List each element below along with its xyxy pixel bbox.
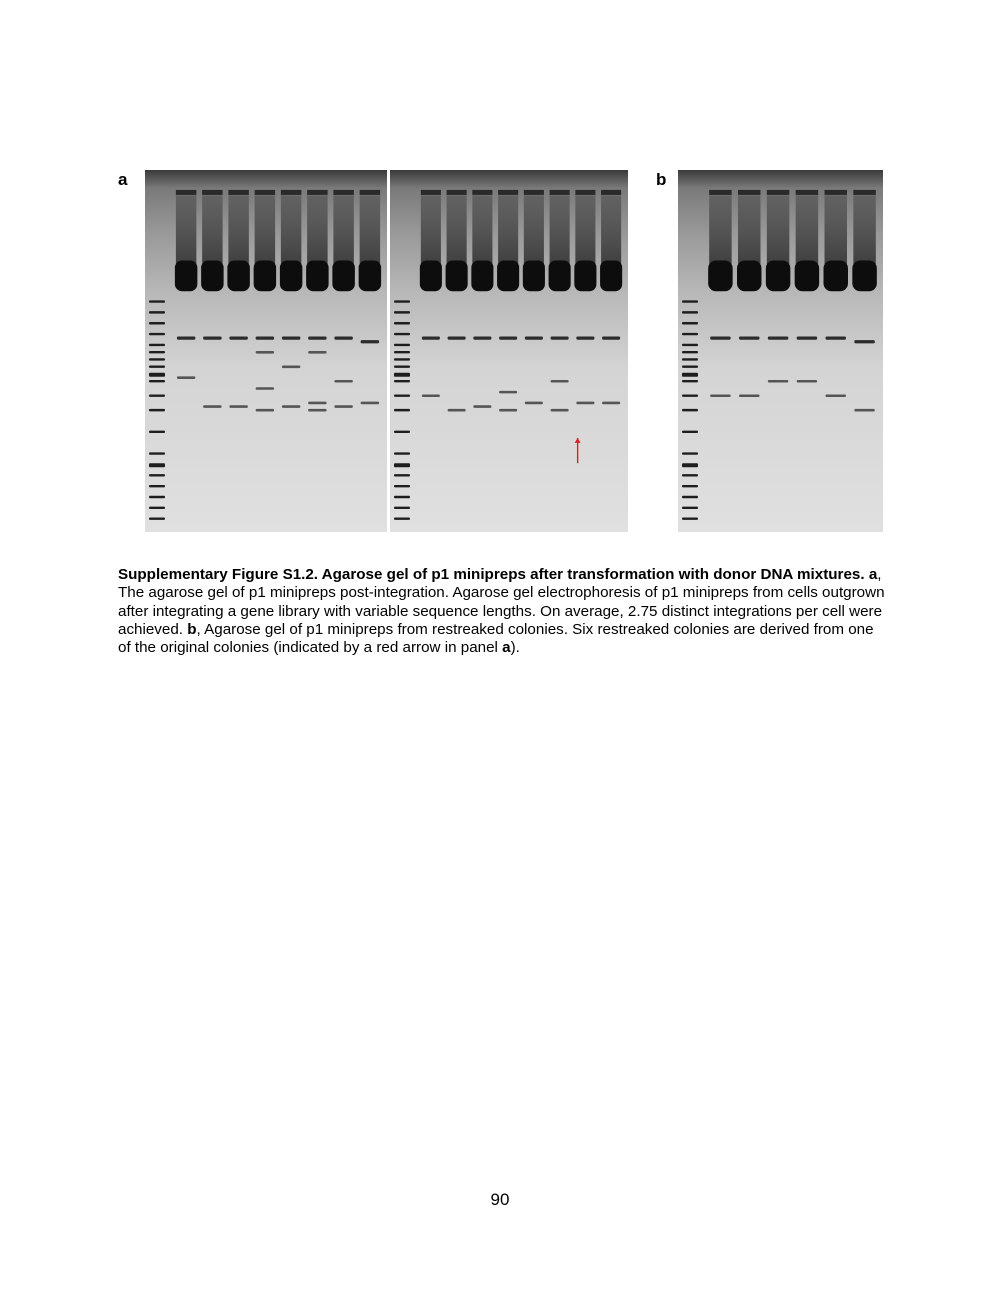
dna-band <box>768 337 788 340</box>
ladder-band <box>149 358 165 360</box>
ladder-band <box>394 380 410 382</box>
dna-band <box>473 405 491 408</box>
dna-band <box>551 409 569 412</box>
ladder-band <box>149 463 165 467</box>
dna-band <box>177 337 195 340</box>
caption-b-label: b <box>187 620 197 638</box>
plasmid-band <box>254 261 276 292</box>
gel-well <box>738 190 760 195</box>
dna-band <box>710 337 730 340</box>
ladder-band <box>394 373 410 377</box>
figure-caption <box>118 566 888 657</box>
gel-well <box>281 190 301 195</box>
dna-band <box>203 405 221 408</box>
caption-text-a: , The agarose gel of p1 minipreps post-integration. Agarose gel electrophoresis of p1 minipreps from cells outgrown after integrating a gene library with variable sequence lengths. On average, 2.75 distinct integrations per cell were achieved. <box>118 566 885 638</box>
lane-smear <box>447 195 467 264</box>
ladder-band <box>682 452 698 454</box>
ladder-band <box>394 409 410 411</box>
gel-well <box>709 190 731 195</box>
dna-band <box>308 402 326 405</box>
plasmid-band <box>227 261 249 292</box>
ladder-band <box>149 365 165 367</box>
dna-band <box>499 409 517 412</box>
lane-smear <box>472 195 492 264</box>
ladder-band <box>394 474 410 476</box>
gel-well <box>472 190 492 195</box>
gel-well <box>447 190 467 195</box>
dna-band <box>361 402 379 405</box>
gel-well <box>498 190 518 195</box>
dna-band <box>229 405 247 408</box>
ladder-band <box>682 333 698 335</box>
dna-band <box>739 337 759 340</box>
dna-band <box>334 405 352 408</box>
ladder-band <box>682 373 698 377</box>
dna-band <box>826 394 846 397</box>
dna-band <box>308 337 326 340</box>
lane-smear <box>176 195 196 264</box>
gel-well <box>601 190 621 195</box>
caption-end: ). <box>510 639 520 657</box>
dna-band <box>448 337 466 340</box>
ladder-band <box>149 431 165 433</box>
lane-smear <box>738 195 760 264</box>
plasmid-band <box>497 261 519 292</box>
dna-band <box>308 409 326 412</box>
dna-band <box>256 351 274 354</box>
lane-smear <box>421 195 441 264</box>
lane-smear <box>524 195 544 264</box>
ladder-band <box>149 333 165 335</box>
ladder-band <box>149 452 165 454</box>
gel-image-a-right <box>390 170 628 532</box>
lane-smear <box>498 195 518 264</box>
plasmid-band <box>201 261 223 292</box>
lane-smear <box>853 195 875 264</box>
lane-smear <box>550 195 570 264</box>
ladder-band <box>394 300 410 302</box>
ladder-band <box>394 507 410 509</box>
dna-band <box>525 402 543 405</box>
lane-smear <box>255 195 275 264</box>
gel-image-b <box>678 170 883 532</box>
plasmid-band <box>708 261 732 292</box>
dna-band <box>334 337 352 340</box>
ladder-band <box>682 365 698 367</box>
gel-well <box>307 190 327 195</box>
plasmid-band <box>280 261 302 292</box>
lane-smear <box>825 195 847 264</box>
dna-band <box>282 365 300 368</box>
plasmid-band <box>359 261 381 292</box>
dna-band <box>177 376 195 379</box>
gel-well <box>255 190 275 195</box>
ladder-band <box>682 431 698 433</box>
dna-band <box>854 409 874 412</box>
lane-smear <box>709 195 731 264</box>
dna-band <box>576 402 594 405</box>
ladder-band <box>682 344 698 346</box>
dna-band <box>797 380 817 383</box>
ladder-band <box>394 394 410 396</box>
ladder-band <box>394 452 410 454</box>
caption-a-label: a <box>868 566 878 583</box>
panel-b-label: b <box>656 170 667 189</box>
ladder-band <box>149 518 165 520</box>
ladder-band <box>149 344 165 346</box>
ladder-band <box>394 463 410 467</box>
gel-well <box>853 190 875 195</box>
ladder-band <box>682 463 698 467</box>
gel-well <box>176 190 196 195</box>
lane-smear <box>307 195 327 264</box>
lane-smear <box>228 195 248 264</box>
ladder-band <box>149 394 165 396</box>
ladder-band <box>394 431 410 433</box>
lane-smear <box>281 195 301 264</box>
ladder-band <box>394 322 410 324</box>
ladder-band <box>394 358 410 360</box>
ladder-band <box>149 409 165 411</box>
gel-well <box>575 190 595 195</box>
plasmid-band <box>795 261 819 292</box>
plasmid-band <box>332 261 354 292</box>
dna-band <box>551 337 569 340</box>
dna-band <box>768 380 788 383</box>
lane-smear <box>796 195 818 264</box>
dna-band <box>422 337 440 340</box>
ladder-band <box>149 322 165 324</box>
ladder-band <box>149 474 165 476</box>
plasmid-band <box>824 261 848 292</box>
dna-band <box>282 405 300 408</box>
lane-smear <box>767 195 789 264</box>
dna-band <box>602 337 620 340</box>
plasmid-band <box>852 261 876 292</box>
ladder-band <box>149 351 165 353</box>
dna-band <box>361 340 379 343</box>
ladder-band <box>682 380 698 382</box>
dna-band <box>256 337 274 340</box>
ladder-band <box>682 485 698 487</box>
page-number: 90 <box>490 1190 510 1209</box>
lane-smear <box>601 195 621 264</box>
ladder-band <box>394 311 410 313</box>
lane-smear <box>360 195 380 264</box>
dna-band <box>334 380 352 383</box>
caption-a-label-2: a <box>502 639 511 657</box>
ladder-band <box>149 485 165 487</box>
ladder-band <box>682 474 698 476</box>
panel-a-label: a <box>118 170 128 189</box>
ladder-band <box>682 358 698 360</box>
ladder-band <box>149 373 165 377</box>
dna-band <box>282 337 300 340</box>
ladder-band <box>394 344 410 346</box>
plasmid-band <box>446 261 468 292</box>
gel-well <box>524 190 544 195</box>
gel-well <box>360 190 380 195</box>
ladder-band <box>682 518 698 520</box>
dna-band <box>710 394 730 397</box>
gel-well <box>333 190 353 195</box>
plasmid-band <box>471 261 493 292</box>
dna-band <box>308 351 326 354</box>
ladder-band <box>149 380 165 382</box>
ladder-band <box>394 496 410 498</box>
dna-band <box>256 409 274 412</box>
ladder-band <box>682 351 698 353</box>
dna-band <box>448 409 466 412</box>
dna-band <box>473 337 491 340</box>
caption-text-b: , Agarose gel of p1 minipreps from restreaked colonies. Six restreaked colonies are derived from one of the original colonies (indicated by a red arrow in panel <box>118 620 874 657</box>
plasmid-band <box>306 261 328 292</box>
dna-band <box>797 337 817 340</box>
gel-well <box>550 190 570 195</box>
ladder-band <box>682 507 698 509</box>
caption-title: Supplementary Figure S1.2. Agarose gel of p1 minipreps after transformation with donor DNA mixtures. <box>118 566 865 583</box>
dna-band <box>256 387 274 390</box>
gel-well <box>202 190 222 195</box>
dna-band <box>854 340 874 343</box>
lane-smear <box>202 195 222 264</box>
ladder-band <box>682 409 698 411</box>
dna-band <box>499 391 517 394</box>
ladder-band <box>682 300 698 302</box>
ladder-band <box>149 496 165 498</box>
gel-well <box>228 190 248 195</box>
ladder-band <box>682 311 698 313</box>
plasmid-band <box>549 261 571 292</box>
ladder-band <box>149 300 165 302</box>
dna-band <box>576 337 594 340</box>
lane-smear <box>575 195 595 264</box>
ladder-band <box>682 322 698 324</box>
plasmid-band <box>420 261 442 292</box>
plasmid-band <box>523 261 545 292</box>
plasmid-band <box>600 261 622 292</box>
gel-well <box>796 190 818 195</box>
ladder-band <box>394 365 410 367</box>
dna-band <box>525 337 543 340</box>
ladder-band <box>149 311 165 313</box>
gel-well <box>767 190 789 195</box>
dna-band <box>826 337 846 340</box>
plasmid-band <box>574 261 596 292</box>
ladder-band <box>394 351 410 353</box>
dna-band <box>602 402 620 405</box>
ladder-band <box>394 518 410 520</box>
dna-band <box>739 394 759 397</box>
ladder-band <box>394 333 410 335</box>
gel-image-a-left <box>145 170 387 532</box>
plasmid-band <box>766 261 790 292</box>
gel-well <box>421 190 441 195</box>
dna-band <box>499 337 517 340</box>
ladder-band <box>394 485 410 487</box>
ladder-band <box>682 496 698 498</box>
dna-band <box>229 337 247 340</box>
lane-smear <box>333 195 353 264</box>
dna-band <box>203 337 221 340</box>
dna-band <box>551 380 569 383</box>
gel-well <box>825 190 847 195</box>
ladder-band <box>149 507 165 509</box>
ladder-band <box>682 394 698 396</box>
dna-band <box>422 394 440 397</box>
plasmid-band <box>175 261 197 292</box>
plasmid-band <box>737 261 761 292</box>
